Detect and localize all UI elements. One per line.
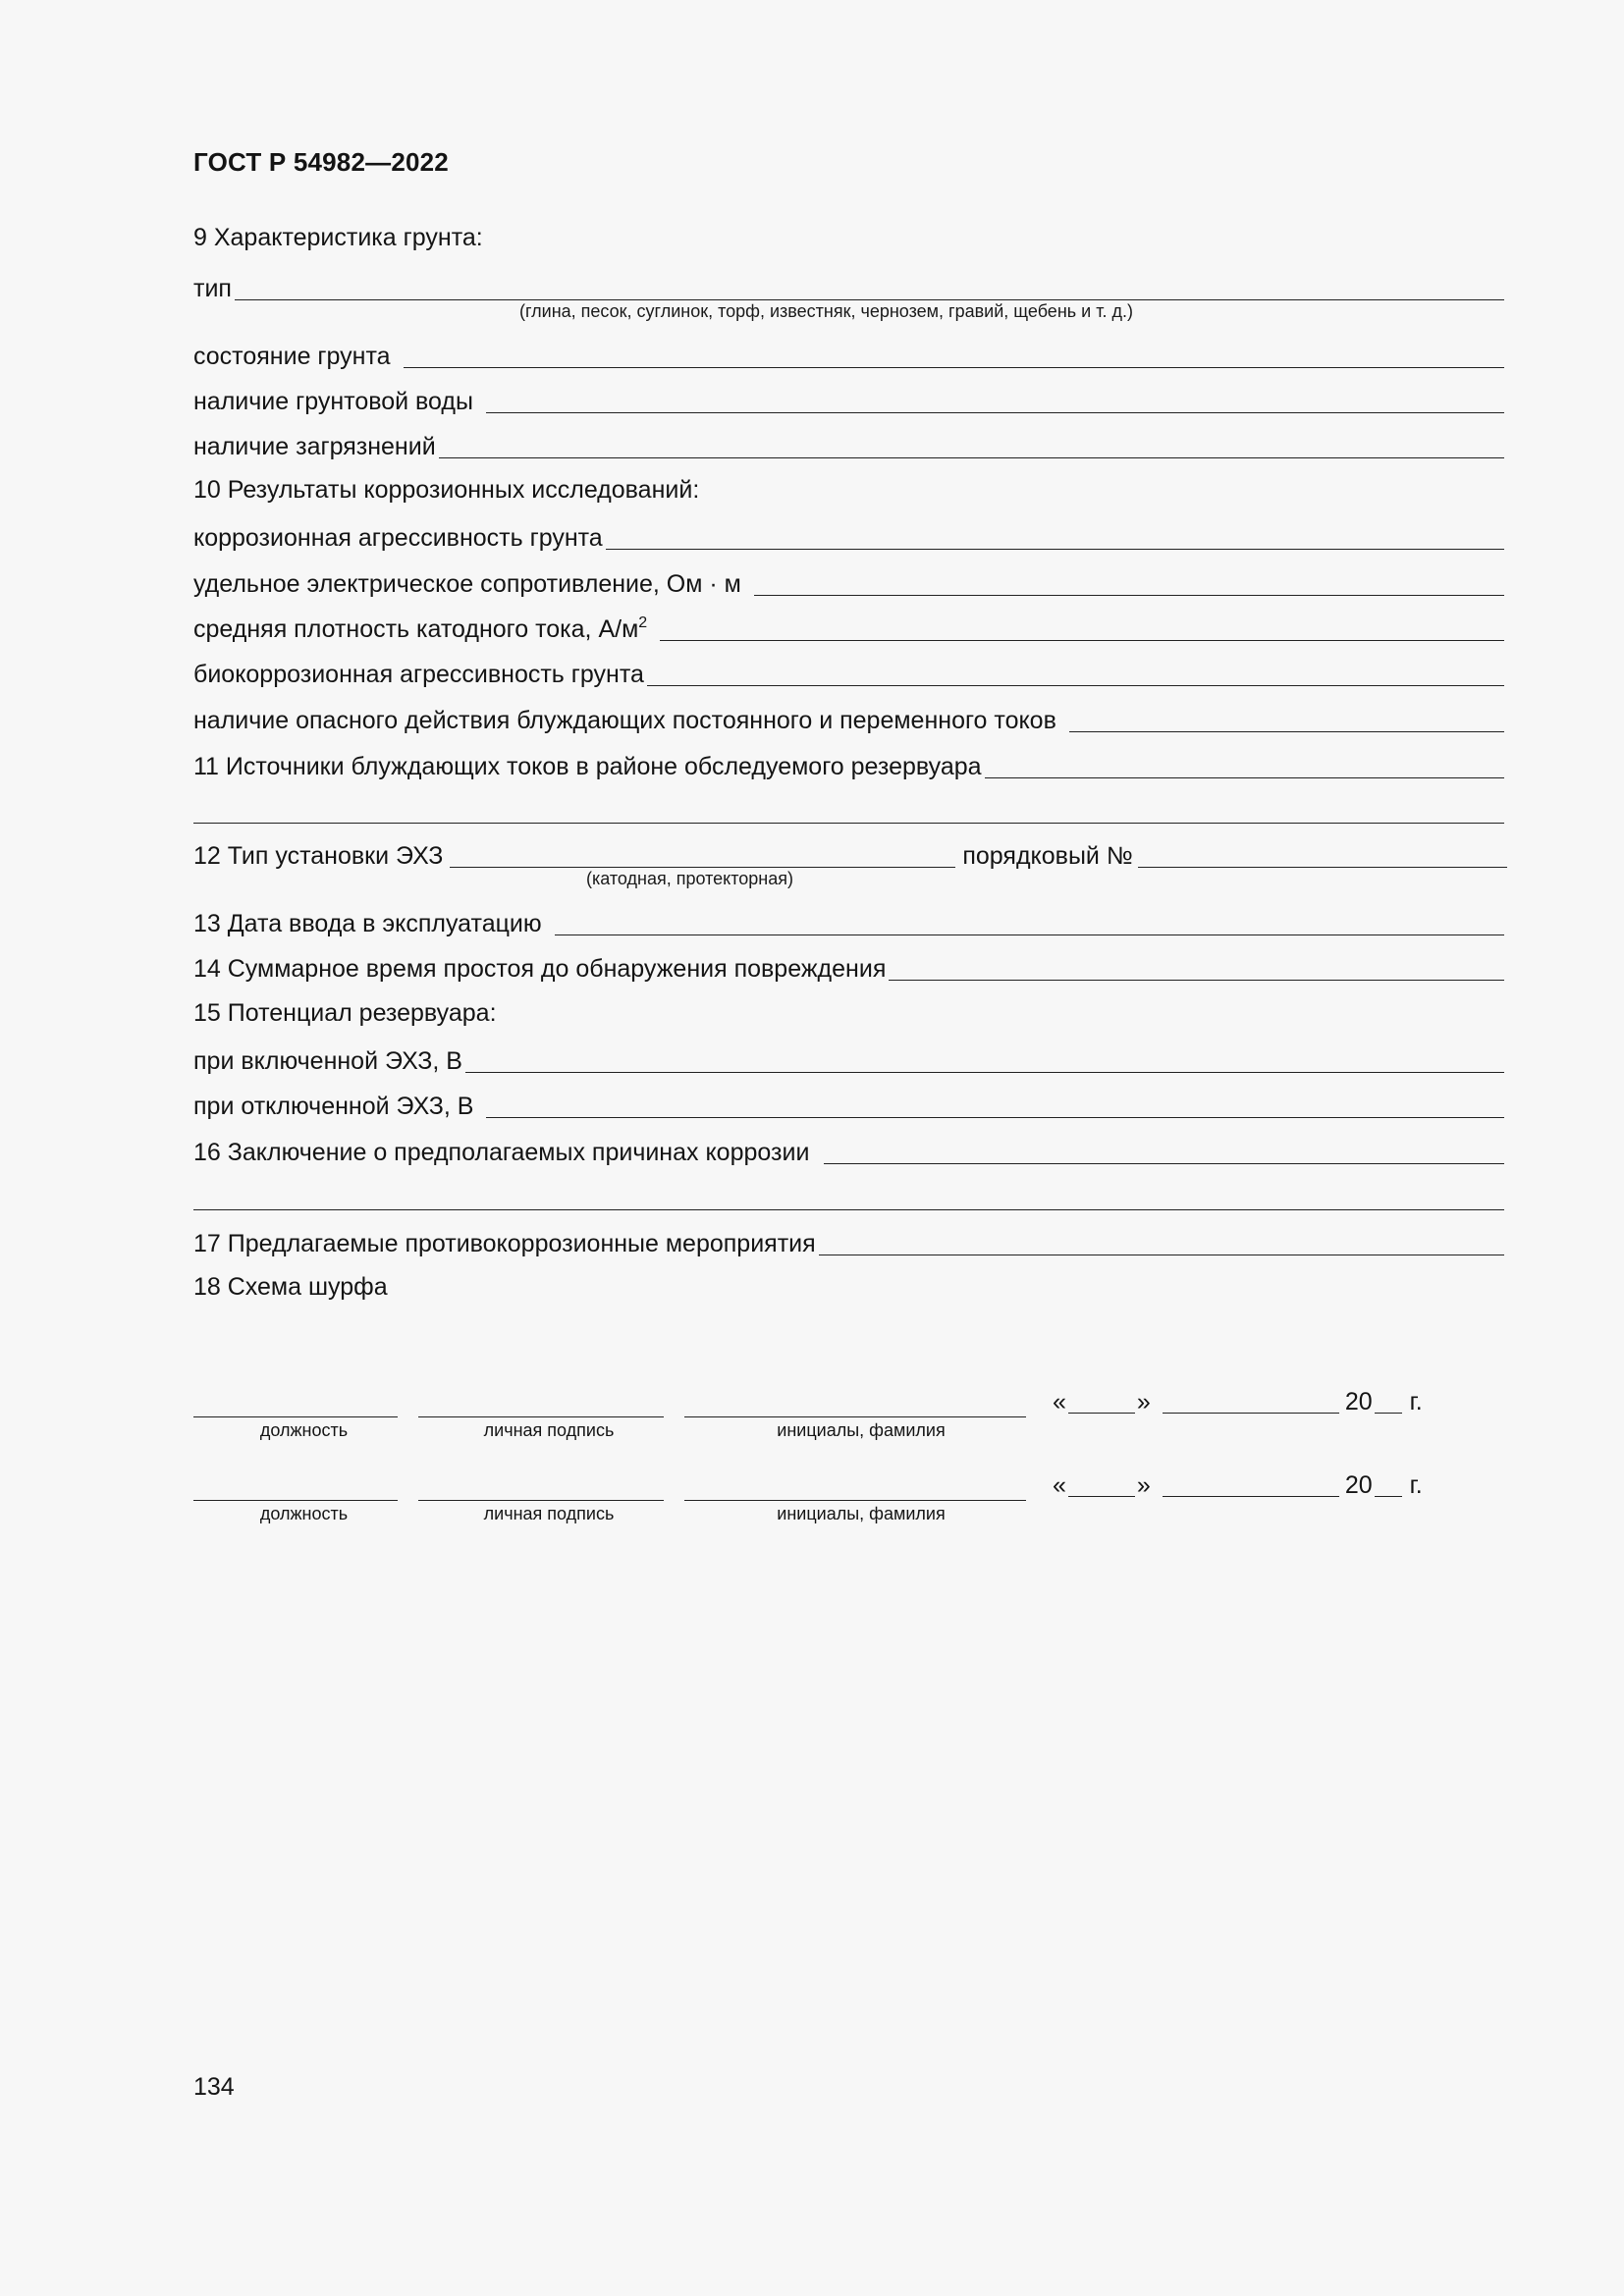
name-caption-2: инициалы, фамилия	[777, 1504, 946, 1523]
biocorrosion-input-line[interactable]	[647, 660, 1504, 686]
field-potential-on	[193, 1042, 1504, 1076]
date-quote-close-1: »	[1136, 1388, 1151, 1415]
date-year-suffix-2: г.	[1409, 1471, 1423, 1499]
signature-line-2[interactable]	[418, 1500, 664, 1501]
signature-caption-1: личная подпись	[483, 1420, 615, 1440]
stray-currents-label: наличие опасного действия блуждающих постоянного и переменного токов	[193, 707, 1056, 734]
corrosion-aggressiveness-label: коррозионная агрессивность грунта	[193, 524, 603, 552]
field-stray-sources	[193, 748, 1504, 781]
date-quote-open-1: «	[1053, 1388, 1066, 1415]
stray-sources-input-line-2[interactable]	[193, 797, 1504, 824]
document-header: ГОСТ Р 54982—2022	[193, 147, 449, 177]
date-year-suffix-1: г.	[1409, 1388, 1423, 1415]
page-number: 134	[193, 2073, 235, 2101]
signature-caption-2: личная подпись	[483, 1504, 615, 1523]
name-caption-1: инициалы, фамилия	[777, 1420, 946, 1440]
section-18-title: 18 Схема шурфа	[193, 1273, 388, 1301]
groundwater-input-line[interactable]	[486, 387, 1504, 413]
field-corrosion-aggressiveness	[193, 519, 1504, 553]
resistivity-label: удельное электрическое сопротивление, Ом · м	[193, 570, 741, 598]
field-potential-off	[193, 1088, 1504, 1121]
field-commissioning-date	[193, 905, 1504, 938]
potential-on-label: при включенной ЭХЗ, В	[193, 1047, 462, 1075]
ecp-type-hint: (катодная, протекторная)	[586, 869, 793, 888]
biocorrosion-label: биокоррозионная агрессивность грунта	[193, 661, 644, 688]
soil-type-input-line[interactable]	[235, 274, 1504, 300]
field-stray-sources-continued	[193, 793, 1504, 827]
date-quote-open-2: «	[1053, 1471, 1066, 1499]
date-year-prefix-2: 20	[1344, 1471, 1373, 1499]
current-density-superscript: 2	[638, 614, 648, 631]
name-line-2[interactable]	[684, 1500, 1026, 1501]
field-conclusion-continued	[193, 1180, 1504, 1213]
date-quote-close-2: »	[1136, 1471, 1151, 1499]
ecp-number-label: порядковый №	[962, 842, 1133, 870]
commissioning-date-input-line[interactable]	[555, 909, 1504, 935]
date-year-input-2[interactable]	[1375, 1472, 1402, 1497]
measures-input-line[interactable]	[819, 1229, 1504, 1255]
field-soil-type	[193, 270, 1504, 303]
field-stray-currents	[193, 702, 1504, 735]
downtime-label: 14 Суммарное время простоя до обнаружения повреждения	[193, 955, 887, 983]
field-biocorrosion	[193, 656, 1504, 689]
soil-state-input-line[interactable]	[404, 342, 1504, 368]
ecp-type-input-line[interactable]	[450, 841, 955, 868]
resistivity-input-line[interactable]	[754, 569, 1504, 596]
field-ecp-type	[193, 837, 1507, 871]
contamination-input-line[interactable]	[439, 432, 1504, 458]
potential-on-input-line[interactable]	[465, 1046, 1504, 1073]
date-year-prefix-1: 20	[1344, 1388, 1373, 1415]
corrosion-aggressiveness-input-line[interactable]	[606, 523, 1504, 550]
position-caption-1: должность	[259, 1420, 349, 1440]
date-year-input-1[interactable]	[1375, 1389, 1402, 1414]
soil-type-hint: (глина, песок, суглинок, торф, известняк, чернозем, гравий, щебень и т. д.)	[519, 301, 1133, 321]
contamination-label: наличие загрязнений	[193, 433, 436, 460]
conclusion-label: 16 Заключение о предполагаемых причинах коррозии	[193, 1139, 810, 1166]
commissioning-date-label: 13 Дата ввода в эксплуатацию	[193, 910, 542, 937]
field-measures	[193, 1225, 1504, 1258]
field-downtime	[193, 950, 1504, 984]
potential-off-input-line[interactable]	[486, 1092, 1504, 1118]
field-soil-state	[193, 338, 1504, 371]
position-line-2[interactable]	[193, 1500, 398, 1501]
ecp-type-label: 12 Тип установки ЭХЗ	[193, 842, 444, 870]
downtime-input-line[interactable]	[889, 954, 1504, 981]
date-field-2	[1053, 1471, 1423, 1500]
section-9-title: 9 Характеристика грунта:	[193, 224, 483, 251]
date-month-input-1[interactable]	[1163, 1389, 1339, 1414]
position-caption-2: должность	[259, 1504, 349, 1523]
soil-type-label: тип	[193, 275, 232, 302]
section-10-title: 10 Результаты коррозионных исследований:	[193, 476, 700, 504]
name-line-1[interactable]	[684, 1416, 1026, 1417]
field-resistivity	[193, 565, 1504, 599]
section-15-title: 15 Потенциал резервуара:	[193, 999, 497, 1027]
stray-sources-input-line[interactable]	[985, 752, 1504, 778]
field-conclusion	[193, 1134, 1504, 1167]
signature-line-1[interactable]	[418, 1416, 664, 1417]
field-contamination	[193, 428, 1504, 461]
current-density-input-line[interactable]	[660, 614, 1504, 641]
ecp-number-input-line[interactable]	[1138, 841, 1507, 868]
measures-label: 17 Предлагаемые противокоррозионные мероприятия	[193, 1230, 816, 1257]
field-current-density	[193, 611, 1504, 644]
stray-currents-input-line[interactable]	[1069, 706, 1504, 732]
potential-off-label: при отключенной ЭХЗ, В	[193, 1093, 474, 1120]
date-day-input-1[interactable]	[1068, 1389, 1135, 1414]
conclusion-input-line[interactable]	[824, 1138, 1504, 1164]
position-line-1[interactable]	[193, 1416, 398, 1417]
conclusion-input-line-2[interactable]	[193, 1184, 1504, 1210]
groundwater-label: наличие грунтовой воды	[193, 388, 473, 415]
date-month-input-2[interactable]	[1163, 1472, 1339, 1497]
date-day-input-2[interactable]	[1068, 1472, 1135, 1497]
stray-sources-label: 11 Источники блуждающих токов в районе обследуемого резервуара	[193, 753, 982, 780]
current-density-label: средняя плотность катодного тока, $А/м^2$	[193, 614, 648, 643]
soil-state-label: состояние грунта	[193, 343, 391, 370]
field-groundwater	[193, 383, 1504, 416]
date-field-1	[1053, 1388, 1423, 1416]
